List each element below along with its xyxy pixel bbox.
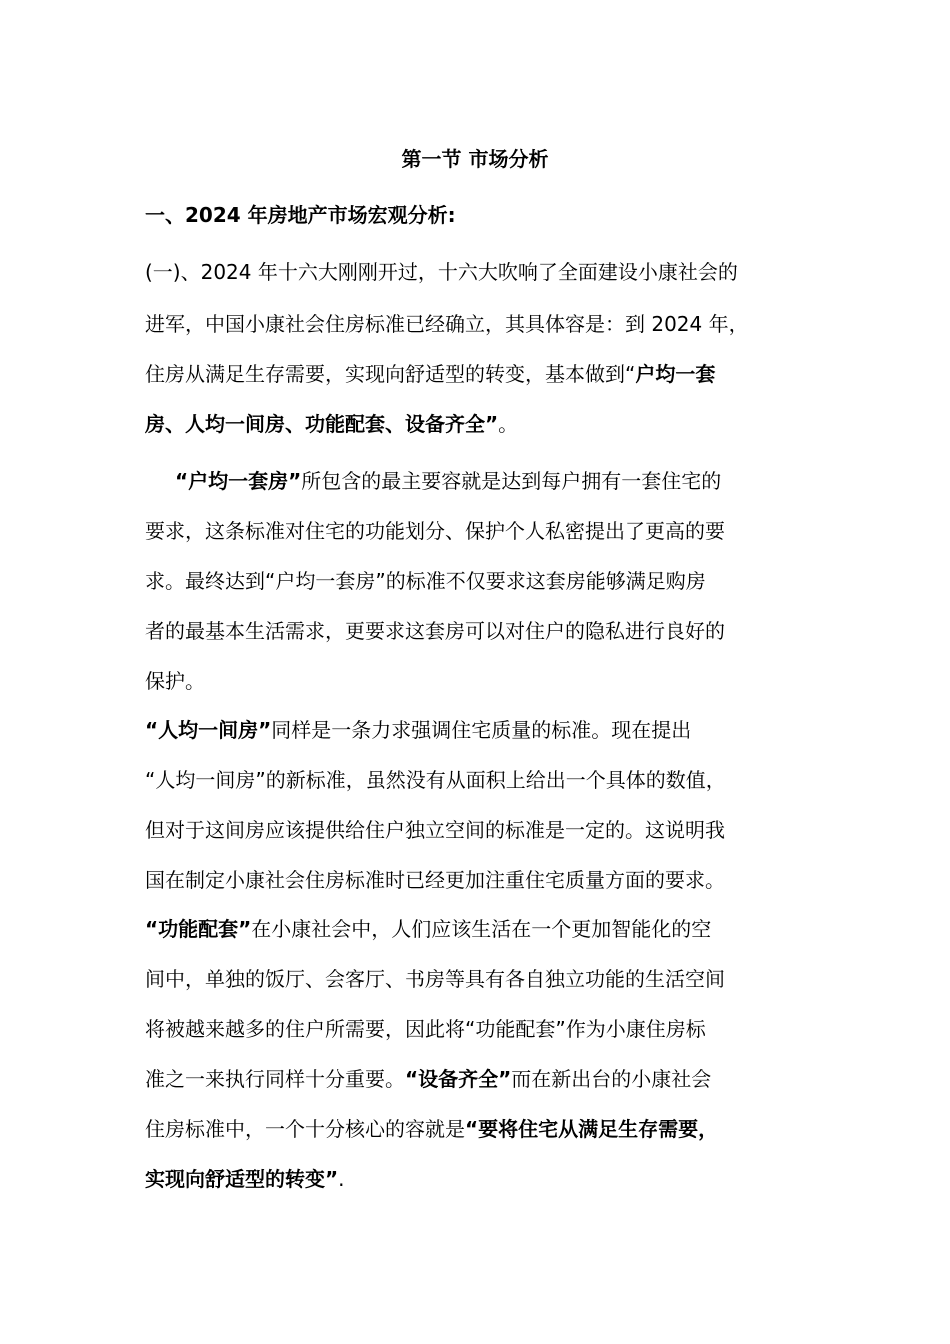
- bold-text-run: “设备齐全”: [405, 1067, 512, 1091]
- bold-text-run: “户均一套房”: [175, 469, 302, 493]
- text-run: 同样是一条力求强调住宅质量的标准。现在提出: [271, 718, 692, 742]
- bold-text-run: 户均一套: [635, 362, 716, 386]
- text-run: 准之一来执行同样十分重要。: [145, 1067, 405, 1091]
- page-title: 第一节 市场分析: [401, 147, 549, 171]
- paragraph-1-line-3: [145, 361, 715, 387]
- paragraph-4-line-6: [145, 1166, 345, 1192]
- paragraph-4-line-3: 将被越来越多的住户所需要，因此将“功能配套”作为小康住房标: [145, 1017, 706, 1041]
- paragraph-1-line-1: (一)、2024 年十六大刚刚开过，十六大吹响了全面建设小康社会的: [145, 260, 738, 284]
- bold-text-run: 实现向舒适型的转变”: [145, 1167, 339, 1191]
- text-run: 所包含的最主要容就是达到每户拥有一套住宅的: [301, 469, 722, 493]
- paragraph-1-line-4: [145, 411, 518, 437]
- paragraph-3-line-1: [145, 717, 691, 743]
- paragraph-2-line-2: 要求，这条标准对住宅的功能划分、保护个人私密提出了更高的要: [145, 519, 725, 543]
- paragraph-2-line-4: 者的最基本生活需求，更要求这套房可以对住户的隐私进行良好的: [145, 619, 725, 643]
- text-run: 住房标准中，一个十分核心的容就是: [145, 1117, 465, 1141]
- paragraph-2-line-1: [175, 468, 721, 494]
- paragraph-3-line-4: 国在制定小康社会住房标准时已经更加注重住宅质量方面的要求。: [145, 868, 725, 892]
- text-run: 住房从满足生存需要，实现向舒适型的转变，基本做到“: [145, 362, 636, 386]
- paragraph-2-line-5: 保护。: [145, 669, 205, 693]
- text-run: .: [338, 1167, 345, 1191]
- paragraph-3-line-3: 但对于这间房应该提供给住户独立空间的标准是一定的。这说明我: [145, 818, 725, 842]
- paragraph-2-line-3: 求。最终达到“户均一套房”的标准不仅要求这套房能够满足购房: [145, 569, 706, 593]
- section-heading: 一、2024 年房地产市场宏观分析:: [145, 203, 456, 227]
- paragraph-4-line-1: [145, 916, 711, 942]
- paragraph-3-line-2: “人均一间房”的新标准，虽然没有从面积上给出一个具体的数值，: [145, 768, 726, 792]
- text-run: 在小康社会中，人们应该生活在一个更加智能化的空: [251, 917, 712, 941]
- text-run: 。: [498, 412, 519, 436]
- paragraph-4-line-2: 间中，单独的饭厅、会客厅、书房等具有各自独立功能的生活空间: [145, 967, 725, 991]
- paragraph-4-line-4: [145, 1066, 711, 1092]
- paragraph-4-line-5: [145, 1116, 718, 1142]
- bold-text-run: 房、人均一间房、功能配套、设备齐全”: [145, 412, 499, 436]
- bold-text-run: “人均一间房”: [145, 718, 272, 742]
- bold-text-run: “要将住宅从满足生存需要，: [465, 1117, 719, 1141]
- bold-text-run: “功能配套”: [145, 917, 252, 941]
- paragraph-1-line-2: 进军，中国小康社会住房标准已经确立，其具体容是：到 2024 年，: [145, 312, 749, 336]
- text-run: 而在新出台的小康社会: [511, 1067, 712, 1091]
